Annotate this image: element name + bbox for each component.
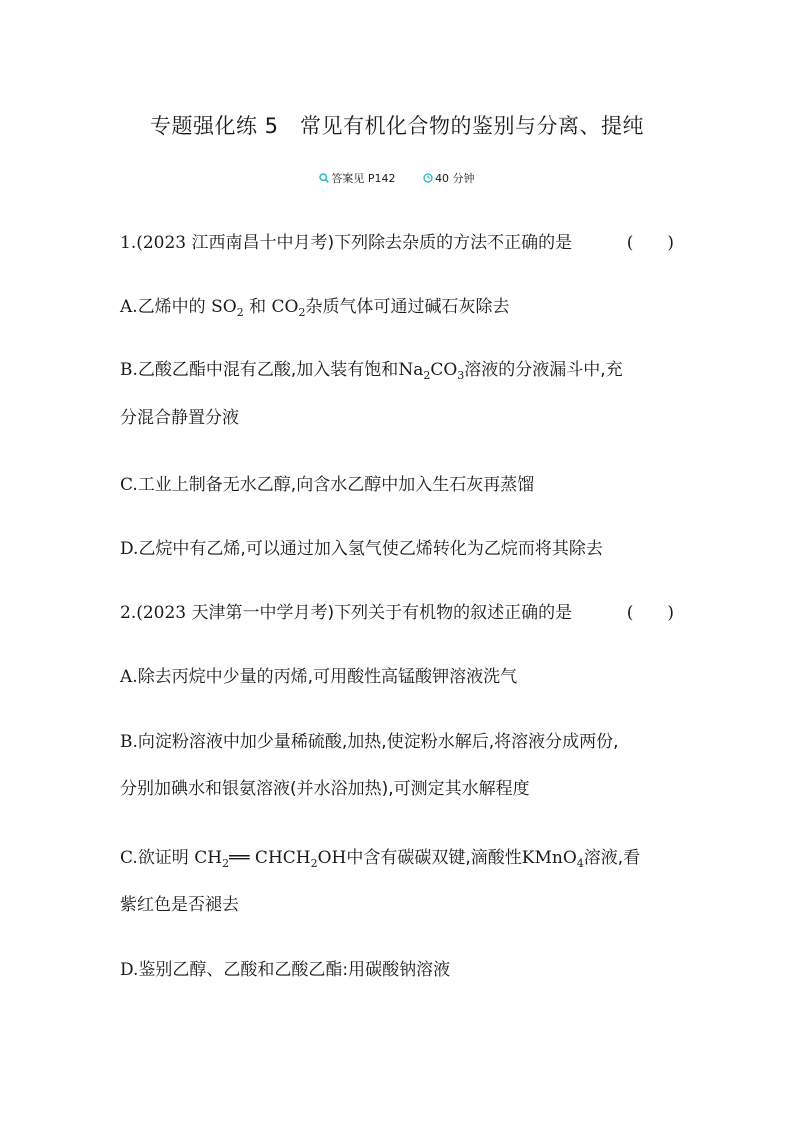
time-limit xyxy=(423,170,475,186)
question-2-option-b: B.向淀粉溶液中加少量稀硫酸,加热,使淀粉水解后,将溶液分成两份, xyxy=(120,732,619,752)
meta-row xyxy=(0,170,794,186)
question-2-option-d: D.鉴别乙醇、乙酸和乙酸乙酯:用碳酸钠溶液 xyxy=(120,960,451,980)
question-1-option-a: A.乙烯中的 $SO_2$ 和 $CO_2$杂质气体可通过碱石灰除去 xyxy=(120,297,510,319)
question-1-option-d: D.乙烷中有乙烯,可以通过加入氢气使乙烯转化为乙烷而将其除去 xyxy=(120,539,603,559)
question-2-option-a: A.除去丙烷中少量的丙烯,可用酸性高锰酸钾溶液洗气 xyxy=(120,667,518,687)
question-2-source: 天津第一中学月考 xyxy=(191,603,328,623)
clock-icon xyxy=(423,173,433,183)
answer-ref-text: 答案见 P142 xyxy=(331,172,396,185)
question-2-answer-blank: ( ) xyxy=(626,603,674,623)
question-1-source: 江西南昌十中月考 xyxy=(191,233,328,253)
formula-allyl-alcohol: $CH_2══$ $CHCH_2OH$ xyxy=(194,848,347,870)
answer-ref xyxy=(319,170,395,186)
question-2-option-c: C.欲证明 $CH_2══$ $CHCH_2OH$中含有碳碳双键,滴酸性KMnO$_4$溶液,看 xyxy=(120,848,641,870)
page-title: 专题强化练 5 常见有机化合物的鉴别与分离、提纯 xyxy=(149,114,645,138)
question-1-option-b: B.乙酸乙酯中混有乙酸,加入装有饱和$Na_2CO_3$溶液的分液漏斗中,充 xyxy=(120,360,623,382)
time-limit-text: 40 分钟 xyxy=(435,172,475,185)
question-1-answer-blank: ( ) xyxy=(626,233,674,253)
search-icon xyxy=(319,173,329,183)
question-1-stem: 1.(2023 江西南昌十中月考)下列除去杂质的方法不正确的是 xyxy=(120,233,573,253)
question-2-option-c-line2: 紫红色是否褪去 xyxy=(120,895,239,915)
question-2-option-b-line2: 分别加碘水和银氨溶液(并水浴加热),可测定其水解程度 xyxy=(120,779,530,799)
question-2-stem: 2.(2023 天津第一中学月考)下列关于有机物的叙述正确的是 xyxy=(120,603,573,623)
question-1-option-c: C.工业上制备无水乙醇,向含水乙醇中加入生石灰再蒸馏 xyxy=(120,475,535,495)
question-1-option-b-line2: 分混合静置分液 xyxy=(120,408,239,428)
